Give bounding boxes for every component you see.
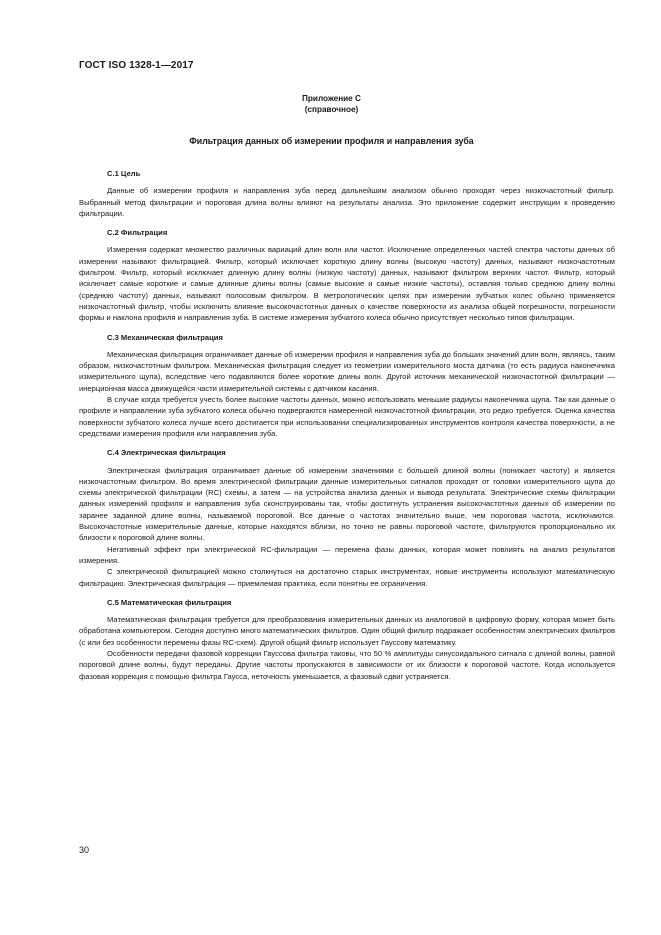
document-id: ГОСТ ISO 1328-1—2017 — [79, 60, 194, 71]
section-heading: С.1 Цель — [107, 169, 141, 178]
section-electrical-filtering — [79, 447, 615, 589]
section-heading: С.2 Фильтрация — [107, 228, 168, 238]
paragraph: В случае когда требуется учесть более высокие частоты данных, можно использовать меньшие радиусы наконечника щупа. Так как данные о профиле и направлении зуба зубчатого колеса обычно подвергаются намеренной низкочастотной фильтрации, это редко требуется. Оценка качества поверхности зубчатого колеса лучше всего достигается при использовании специализированных инструментов контроля качества поверхности, а не средствами измерения профиля или направления зуба. — [79, 395, 615, 438]
annex-label: Приложение С — [302, 94, 361, 103]
paragraph: Электрическая фильтрация ограничивает данные об измерении значениями с большей длиной волны (понижает частоту) и является низкочастотным фильтром. Во время электрической фильтрации данные измерительных сигналов проходят от головки измерительного щупа до схемы электрической фильтрации (RC) схемы, а затем — на устройства анализа данных и вывода результата. Электрические схемы фильтрации данных измерений профиля и направления зуба сконструированы так, чтобы достигнуть устранения высокочастотных данных об измерении по заранее заданной длине волны, называемой пороговой. Все данные о частотах значительно выше, чем пороговая частота, исключаются. Высокочастотные измерительные данные, которые находятся вблизи, но точно не равны пороговой частоте, фильтруются пропорционально их близости к пороговой длине волны. — [79, 465, 615, 543]
section-heading: С.4 Электрическая фильтрация — [107, 448, 226, 458]
paragraph: Данные об измерении профиля и направления зуба перед дальнейшим анализом обычно проходят через низкочастотный фильтр. Выбранный метод фильтрации и пороговая длина волны влияют на результаты анализа. Это приложение содержит инструкции к проведению фильтрации. — [79, 186, 615, 218]
paragraph: Механическая фильтрация ограничивает данные об измерении профиля и направления зуба до больших значений длин волн, являясь, таким образом, низкочастотным фильтром. Механическая фильтрация следует из геометрии измерительного моста датчика (то есть радиуса наконечника измерительного щупа), вследствие чего подавляются более короткие длины волн. Другой источник механической низкочастотной фильтрации — инерционная масса движущейся части измерительной системы с датчиком касания. — [79, 349, 615, 393]
section-filtering — [79, 227, 615, 323]
annex-header — [79, 93, 584, 115]
paragraph: Математическая фильтрация требуется для преобразования измерительных данных из аналоговой в цифровую форму, которая может быть обработана компьютером. Сегодня доступно много математических фильтров. Один общий фильтр подражает особенностям электрических фильтров (с или без особенности перемены фазы RC-схем). Другой общий фильтр использует Гауссову математику. — [79, 615, 615, 647]
section-heading: С.3 Механическая фильтрация — [107, 332, 223, 342]
section-heading: С.5 Математическая фильтрация — [107, 597, 232, 607]
section-mathematical-filtering — [79, 597, 615, 682]
paragraph: Измерения содержат множество различных вариаций длин волн или частот. Исключение определенных частей спектра частоты данных об измерении называют фильтрацией. Фильтр, который исключает короткую длину волны (высокую частоту) данных, называют низкочастотным фильтром. Фильтр, который исключает длинную длину волны (низкую частоту) данных, называют фильтром верхних частот. Фильтр, который исключает самые короткие и самые длинные длины волны (самые высокие и самые низкие частоты), оставляя только среднюю длину волны (среднюю частоту) данных, называют полосовым фильтром. В метрологических целях при измерении зубчатых колес обычно применяется низкочастотный фильтр, чтобы исключить влияние высокочастотных данных о качестве поверхности из анализа общей погрешности, погрешности формы и наклона профиля и направления зуба. В системе измерения зубчатого колеса обычно присутствует несколько типов фильтрации. — [79, 245, 615, 323]
paragraph: Особенности передачи фазовой коррекции Гауссова фильтра таковы, что 50 % амплитуды синусоидального сигнала с длиной волны, равной пороговой длине волны, будут переданы. Другие частоты пропускаются в зависимости от их близости к пороговой частоте. Когда используется фазовая коррекция с помощью фильтра Гаусса, неточность уменьшается, а фазовый сдвиг устраняется. — [79, 648, 615, 681]
annex-title: Фильтрация данных об измерении профиля и направления зуба — [189, 136, 474, 146]
section-purpose — [79, 168, 615, 219]
section-mechanical-filtering — [79, 332, 615, 440]
page-number: 30 — [79, 845, 90, 855]
annex-body — [79, 160, 615, 682]
paragraph: Негативный эффект при электрической RC-фильтрации — перемена фазы данных, которая может повлиять на анализ результатов измерения. — [79, 544, 615, 565]
annex-type: (справочное) — [304, 105, 359, 114]
paragraph: С электрической фильтрацией можно столкнуться на достаточно старых инструментах, новые инструменты используют математическую фильтрацию. Электрическая фильтрация — приемлемая практика, если понятны ее ограничения. — [79, 567, 615, 588]
